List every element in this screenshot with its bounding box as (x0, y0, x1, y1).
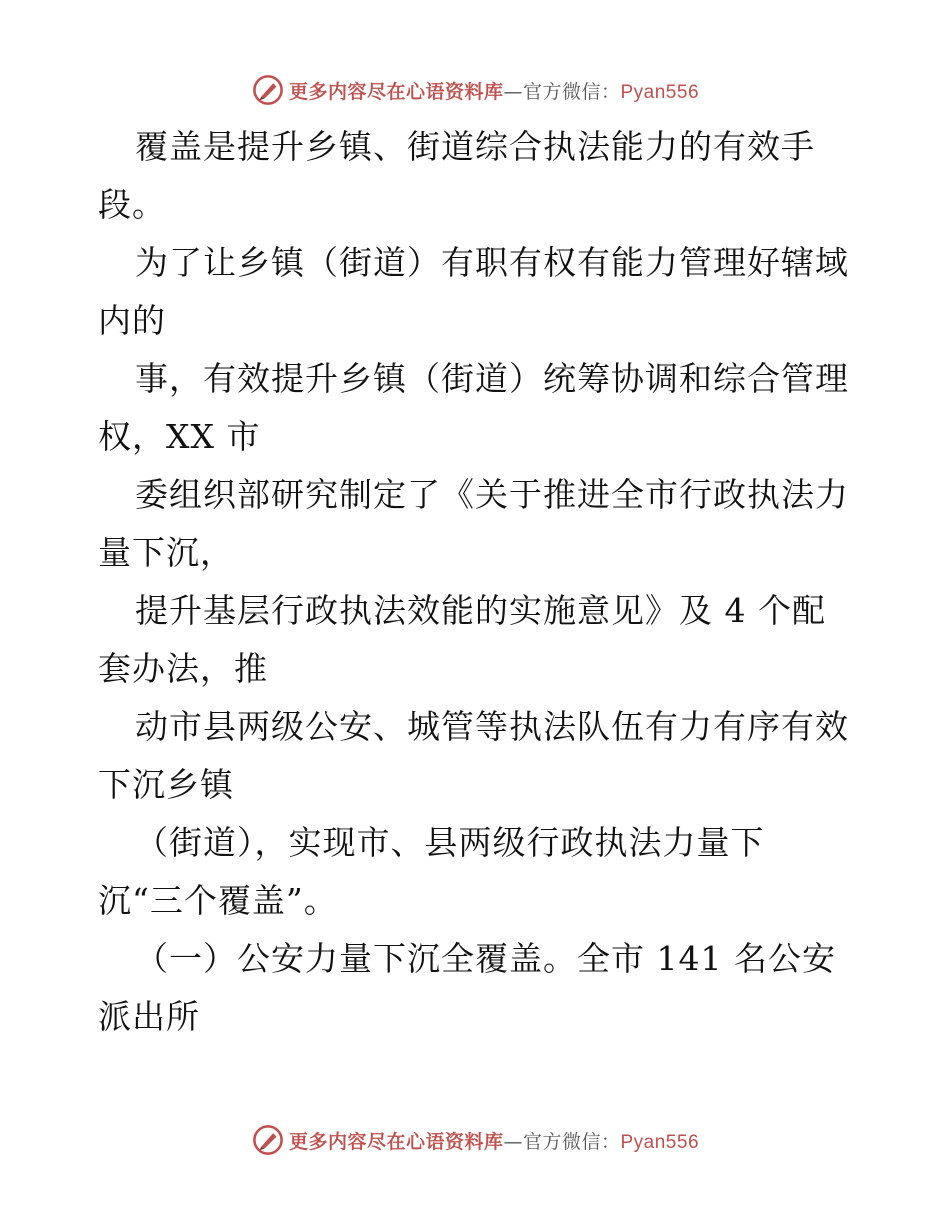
header-wechat-label: 官方微信： (522, 80, 621, 103)
body-line: （一）公安力量下沉全覆盖。全市 141 名公安 (135, 939, 836, 978)
header-brand: 更多内容尽在心语资料库 (288, 80, 504, 103)
pen-logo-icon (251, 73, 285, 107)
body-line: 套办法，推 (98, 649, 268, 688)
body-line: 权，XX 市 (98, 417, 261, 456)
body-line: 委组织部研究制定了《关于推进全市行政执法力 (135, 475, 849, 514)
body-line: 下沉乡镇 (98, 765, 234, 804)
body-line: 内的 (98, 301, 166, 340)
body-line: 提升基层行政执法效能的实施意见》及 4 个配 (135, 591, 826, 630)
header-banner (0, 70, 950, 110)
body-line: 覆盖是提升乡镇、街道综合执法能力的有效手 (135, 127, 815, 166)
footer-separator: — (503, 1130, 523, 1153)
body-line: 沉“三个覆盖”。 (98, 881, 338, 920)
pen-logo-icon (251, 1123, 285, 1157)
body-line: 为了让乡镇（街道）有职有权有能力管理好辖域 (135, 243, 849, 282)
body-line: 段。 (98, 185, 166, 224)
footer-brand: 更多内容尽在心语资料库 (288, 1130, 504, 1153)
footer-wechat-label: 官方微信： (522, 1130, 621, 1153)
body-line: （街道），实现市、县两级行政执法力量下 (135, 823, 765, 862)
footer-wechat-id: Pyan556 (620, 1131, 700, 1153)
document-body (98, 118, 878, 1046)
body-line: 量下沉， (98, 533, 234, 572)
header-text (289, 77, 699, 104)
body-line: 事，有效提升乡镇（街道）统筹协调和综合管理 (135, 359, 849, 398)
header-wechat-id: Pyan556 (620, 81, 700, 103)
body-line: 动市县两级公安、城管等执法队伍有力有序有效 (135, 707, 849, 746)
header-separator: — (503, 80, 523, 103)
body-line: 派出所 (98, 997, 200, 1036)
footer-banner (0, 1120, 950, 1160)
footer-text (289, 1127, 699, 1154)
